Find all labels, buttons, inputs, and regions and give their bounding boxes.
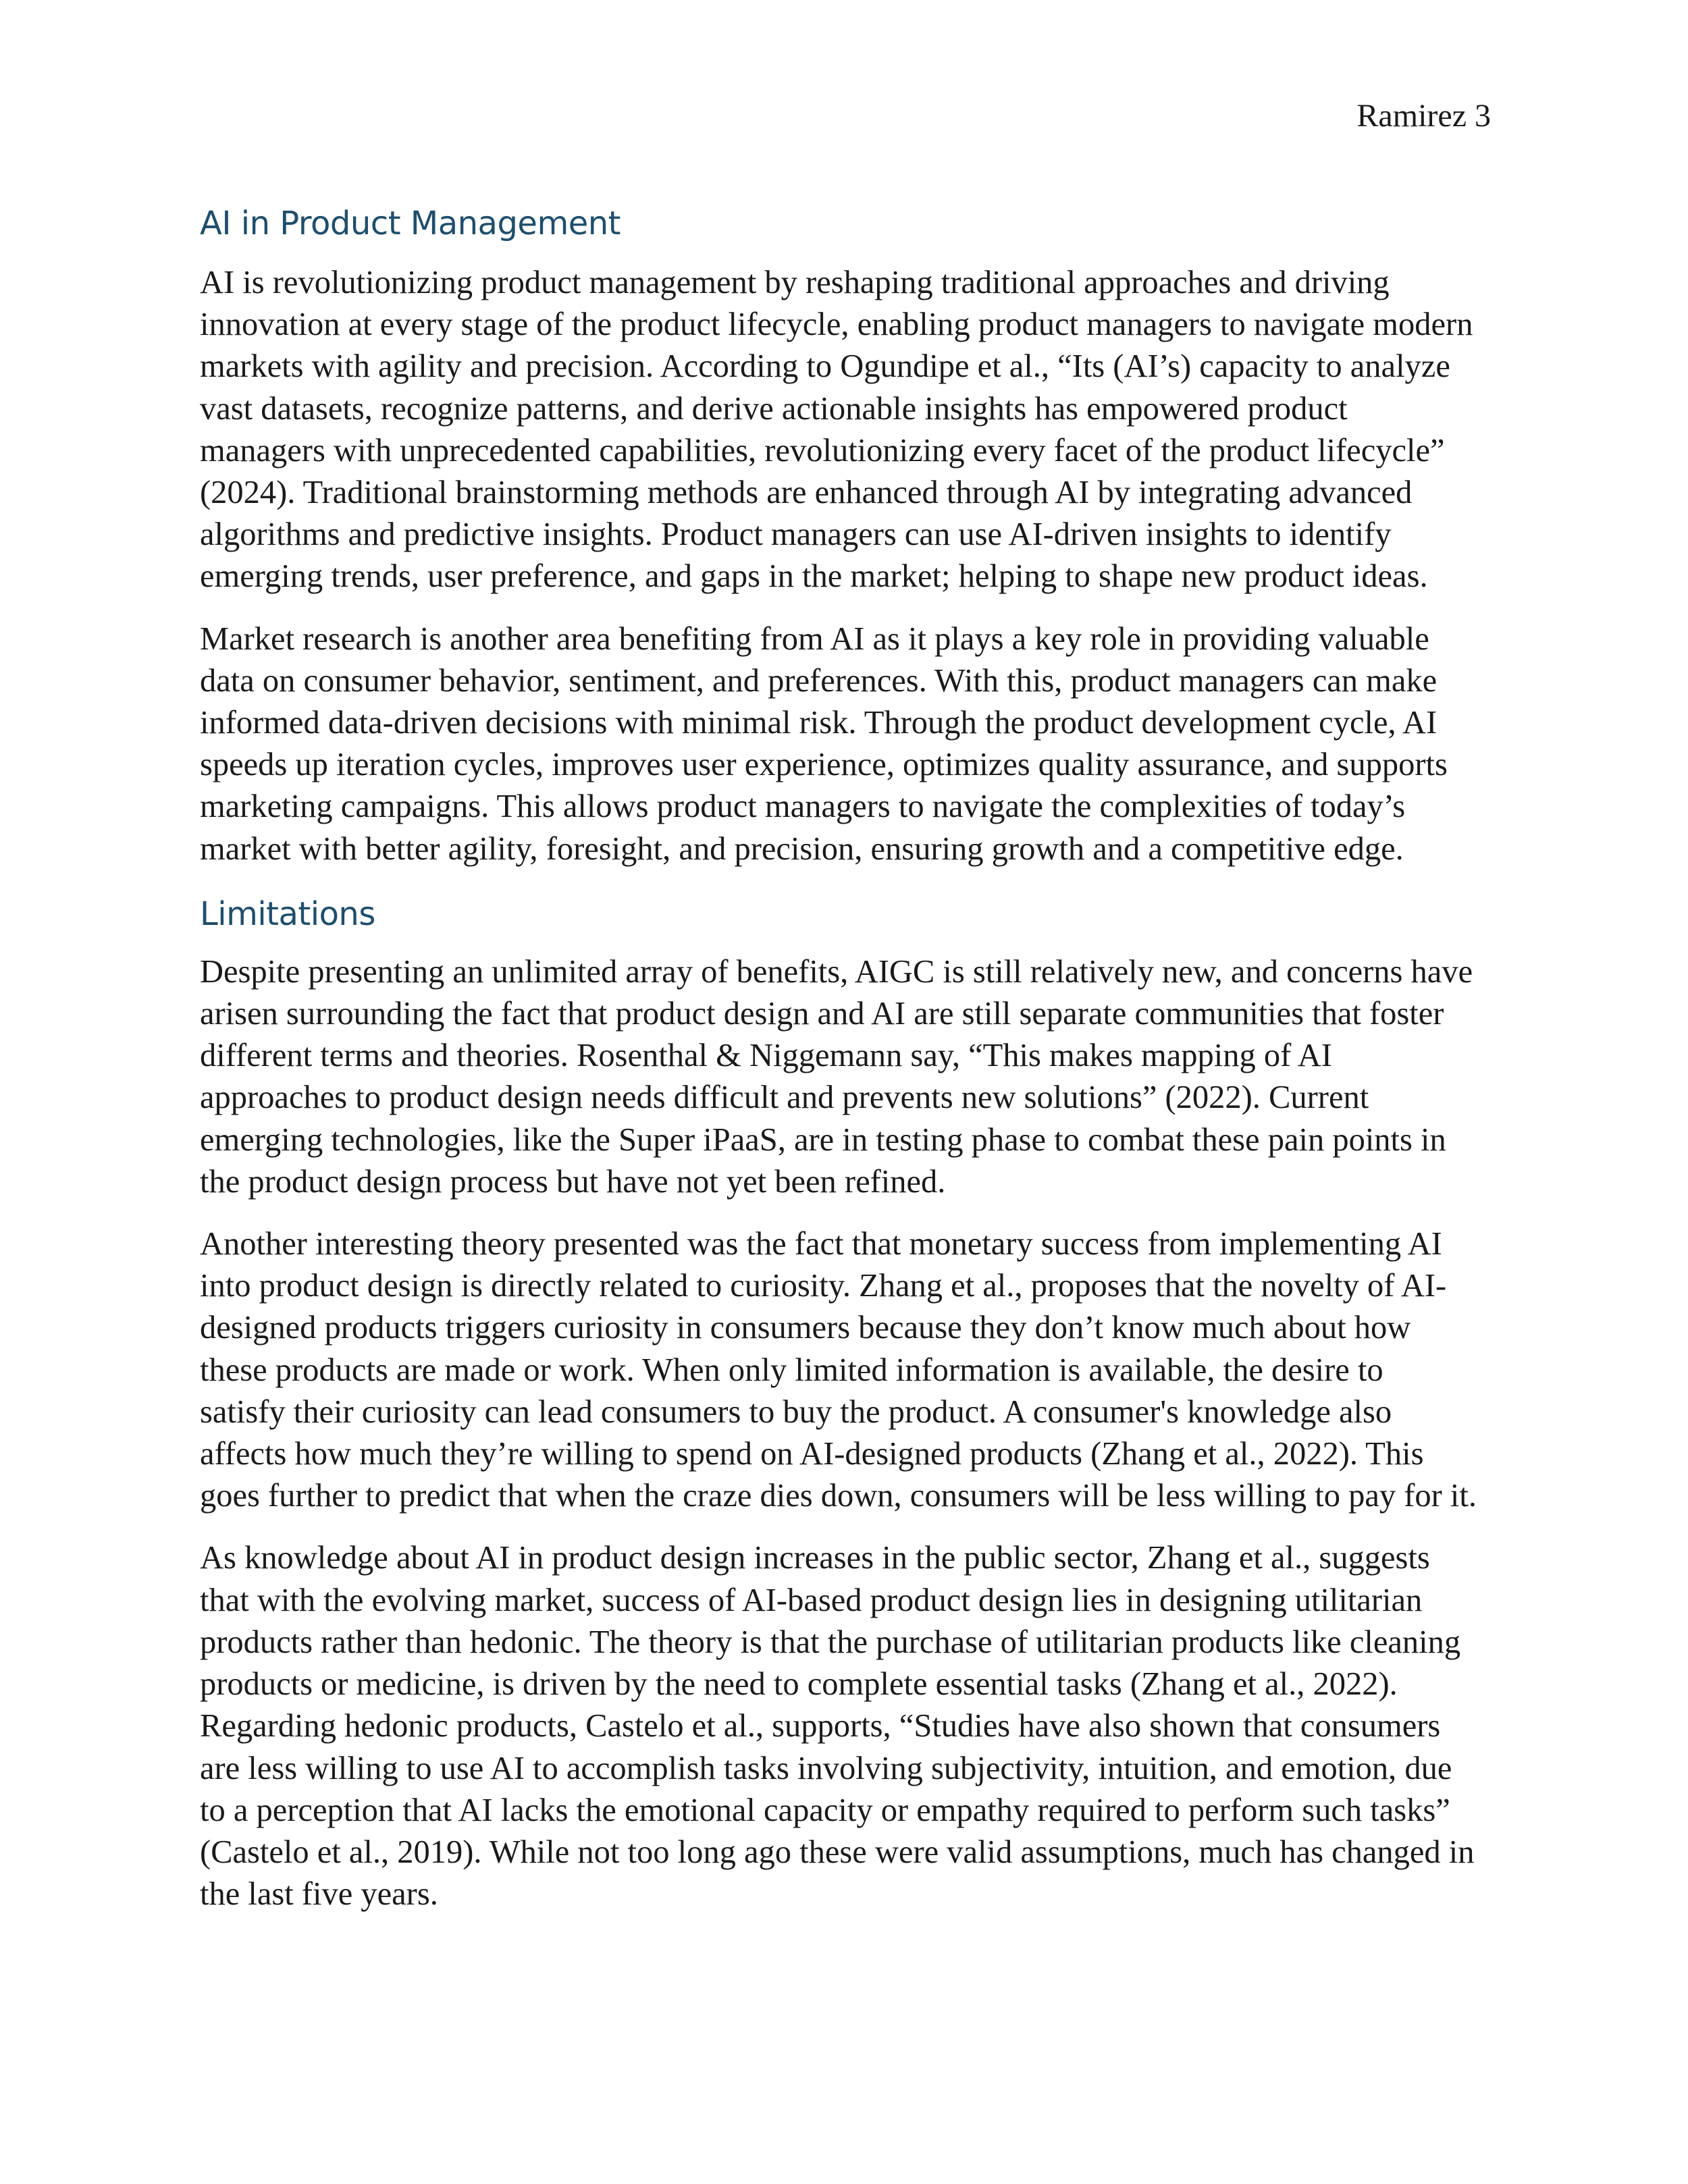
text-line: marketing campaigns. This allows product managers to navigate the complexities of today’s [200,789,1406,825]
text-line: vast datasets, recognize patterns, and derive actionable insights has empowered product [200,390,1348,427]
text-line: data on consumer behavior, sentiment, and preferences. With this, product managers can make [200,662,1438,699]
text-line: goes further to predict that when the craze dies down, consumers will be less willing to pay for it. [200,1478,1477,1514]
text-line: Another interesting theory presented was the fact that monetary success from implementing AI [200,1226,1442,1262]
page-header: Ramirez 3 [1356,98,1491,134]
text-line: speeds up iteration cycles, improves user experience, optimizes quality assurance, and supports [200,747,1448,783]
text-line: managers with unprecedented capabilities, revolutionizing every facet of the product lifecycle” [200,432,1445,469]
text-line: informed data-driven decisions with minimal risk. Through the product development cycle, AI [200,705,1438,741]
text-line: approaches to product design needs difficult and prevents new solutions” (2022). Current [200,1080,1369,1116]
text-line: markets with agility and precision. According to Ogundipe et al., “Its (AI’s) capacity to analyze [200,348,1450,385]
paragraph-ai-product-management-2 [200,618,1496,870]
text-line: affects how much they’re willing to spend on AI-designed products (Zhang et al., 2022). This [200,1436,1424,1472]
text-line: market with better agility, foresight, and precision, ensuring growth and a competitive edge. [200,830,1404,867]
text-line: innovation at every stage of the product lifecycle, enabling product managers to navigate modern [200,307,1473,343]
paragraph-limitations-3 [200,1537,1496,1915]
text-line: different terms and theories. Rosenthal & Niggemann say, “This makes mapping of AI [200,1038,1332,1074]
text-line: the last five years. [200,1876,438,1913]
text-line: AI is revolutionizing product management by reshaping traditional approaches and driving [200,265,1390,300]
text-line: Market research is another area benefiting from AI as it plays a key role in providing valuable [200,620,1429,657]
text-line: (2024). Traditional brainstorming methods are enhanced through AI by integrating advanced [200,475,1413,511]
paragraph-limitations-2 [200,1223,1496,1517]
section-heading-ai-product-management: AI in Product Management [200,205,621,242]
text-line: into product design is directly related to curiosity. Zhang et al., proposes that the novelty of AI- [200,1268,1447,1304]
text-line: the product design process but have not yet been refined. [200,1163,946,1200]
text-line: Regarding hedonic products, Castelo et al., supports, “Studies have also shown that consumers [200,1708,1441,1744]
text-line: are less willing to use AI to accomplish tasks involving subjectivity, intuition, and emotion, due [200,1750,1452,1786]
text-line: that with the evolving market, success of AI-based product design lies in designing utilitarian [200,1582,1423,1618]
paragraph-limitations-1 [200,951,1496,1203]
text-line: products or medicine, is driven by the need to complete essential tasks (Zhang et al., 2022). [200,1666,1398,1703]
text-line: As knowledge about AI in product design increases in the public sector, Zhang et al., suggests [200,1540,1430,1576]
text-line: these products are made or work. When only limited information is available, the desire to [200,1352,1383,1388]
text-line: (Castelo et al., 2019). While not too long ago these were valid assumptions, much has changed in [200,1834,1475,1870]
text-line: to a perception that AI lacks the emotional capacity or empathy required to perform such tasks” [200,1792,1450,1828]
paragraph-ai-product-management-1 [200,262,1496,598]
text-line: emerging trends, user preference, and gaps in the market; helping to shape new product ideas. [200,558,1428,595]
text-line: satisfy their curiosity can lead consumers to buy the product. A consumer's knowledge also [200,1393,1392,1430]
section-heading-limitations: Limitations [200,895,375,933]
document-body [200,200,1496,1915]
text-line: emerging technologies, like the Super iPaaS, are in testing phase to combat these pain points in [200,1121,1446,1158]
text-line: Despite presenting an unlimited array of benefits, AIGC is still relatively new, and concerns have [200,953,1473,990]
text-line: algorithms and predictive insights. Product managers can use AI-driven insights to identify [200,516,1392,553]
text-line: arisen surrounding the fact that product design and AI are still separate communities that foster [200,996,1444,1032]
text-line: designed products triggers curiosity in consumers because they don’t know much about how [200,1310,1411,1346]
text-line: products rather than hedonic. The theory is that the purchase of utilitarian products like cleaning [200,1624,1461,1660]
